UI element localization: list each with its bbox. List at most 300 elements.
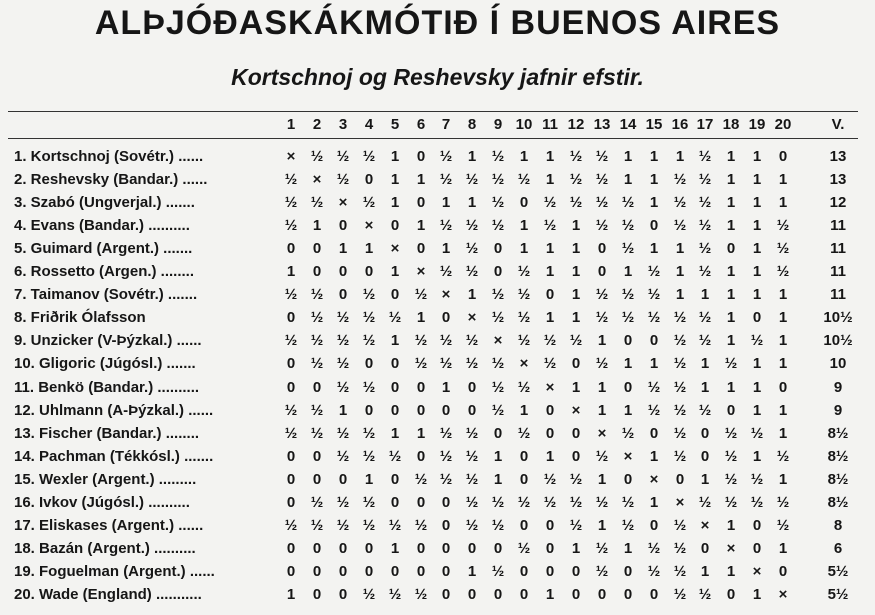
result-cell: ½ (595, 171, 609, 188)
result-cell: × (778, 586, 788, 603)
result-cell: ½ (336, 355, 350, 372)
result-cell: 0 (493, 263, 503, 280)
result-cell: 1 (571, 217, 581, 234)
result-cell: 1 (726, 217, 736, 234)
result-cell: ½ (336, 494, 350, 511)
result-cell: 1 (726, 286, 736, 303)
result-cell: 0 (623, 471, 633, 488)
result-cell: 1 (726, 332, 736, 349)
column-header: 6 (416, 116, 426, 133)
result-cell: 1 (778, 471, 788, 488)
result-cell: ½ (776, 494, 790, 511)
result-cell: 1 (390, 263, 400, 280)
result-cell: 1 (364, 471, 374, 488)
result-cell: 0 (286, 309, 296, 326)
result-cell: ½ (698, 402, 712, 419)
result-cell: 0 (467, 540, 477, 557)
result-cell: 1 (597, 402, 607, 419)
result-cell: 0 (286, 494, 296, 511)
result-cell: ½ (362, 286, 376, 303)
result-cell: 1 (441, 240, 451, 257)
result-cell: 0 (390, 494, 400, 511)
result-cell: ½ (284, 517, 298, 534)
result-cell: ½ (776, 448, 790, 465)
result-cell: 1 (700, 563, 710, 580)
result-cell: 1 (623, 148, 633, 165)
result-cell: ½ (284, 286, 298, 303)
result-cell: ½ (595, 148, 609, 165)
result-cell: 1 (571, 240, 581, 257)
result-cell: 0 (623, 379, 633, 396)
result-cell: 1 (752, 586, 762, 603)
result-cell: ½ (439, 148, 453, 165)
result-cell: ½ (517, 171, 531, 188)
result-cell: ½ (673, 194, 687, 211)
result-cell: ½ (439, 425, 453, 442)
result-cell: ½ (673, 402, 687, 419)
result-cell: ½ (362, 332, 376, 349)
result-cell: ½ (362, 148, 376, 165)
column-header: 5 (390, 116, 400, 133)
result-cell: ½ (698, 240, 712, 257)
total-cell: 8½ (827, 471, 849, 488)
result-cell: ½ (284, 217, 298, 234)
result-cell: 1 (778, 425, 788, 442)
total-cell: 5½ (827, 586, 849, 603)
result-cell: 0 (545, 402, 555, 419)
result-cell: ½ (414, 586, 428, 603)
result-cell: ½ (336, 517, 350, 534)
result-cell: 0 (441, 309, 451, 326)
result-cell: × (752, 563, 762, 580)
result-cell: ½ (750, 332, 764, 349)
result-cell: 1 (623, 540, 633, 557)
result-cell: 1 (390, 148, 400, 165)
result-cell: 1 (778, 286, 788, 303)
result-cell: × (649, 471, 659, 488)
total-cell: 11 (830, 263, 846, 280)
result-cell: 1 (726, 563, 736, 580)
result-cell: 1 (545, 171, 555, 188)
result-cell: ½ (595, 194, 609, 211)
result-cell: 0 (545, 517, 555, 534)
result-cell: 1 (649, 194, 659, 211)
page-subtitle: Kortschnoj og Reshevsky jafnir efstir. (231, 64, 644, 90)
result-cell: 0 (623, 586, 633, 603)
result-cell: 1 (778, 309, 788, 326)
result-cell: ½ (776, 517, 790, 534)
result-cell: 0 (545, 425, 555, 442)
result-cell: ½ (698, 332, 712, 349)
result-cell: 1 (752, 355, 762, 372)
result-cell: 1 (752, 240, 762, 257)
result-cell: × (597, 425, 607, 442)
result-cell: ½ (491, 148, 505, 165)
column-header: 13 (593, 116, 611, 133)
player-name: 20. Wade (England) ........... (14, 586, 202, 603)
result-cell: 0 (390, 217, 400, 234)
result-cell: ½ (621, 425, 635, 442)
result-cell: ½ (465, 240, 479, 257)
result-cell: ½ (673, 517, 687, 534)
result-cell: 1 (467, 194, 477, 211)
column-header: 15 (645, 116, 663, 133)
result-cell: ½ (621, 517, 635, 534)
total-cell: 10½ (823, 309, 853, 326)
result-cell: ½ (724, 425, 738, 442)
result-cell: ½ (647, 286, 661, 303)
result-cell: ½ (517, 425, 531, 442)
result-cell: 0 (597, 586, 607, 603)
player-name: 10. Gligoric (Júgósl.) ....... (14, 355, 196, 372)
result-cell: 0 (519, 563, 529, 580)
total-cell: 9 (833, 379, 843, 396)
result-cell: × (312, 171, 322, 188)
result-cell: ½ (284, 194, 298, 211)
player-name: 3. Szabó (Ungverjal.) ....... (14, 194, 195, 211)
result-cell: ½ (673, 540, 687, 557)
result-cell: ½ (336, 309, 350, 326)
result-cell: 1 (675, 286, 685, 303)
result-cell: × (571, 402, 581, 419)
result-cell: 1 (752, 148, 762, 165)
result-cell: 1 (726, 379, 736, 396)
result-cell: 0 (312, 563, 322, 580)
result-cell: 1 (519, 402, 529, 419)
result-cell: ½ (491, 563, 505, 580)
result-cell: ½ (362, 425, 376, 442)
result-cell: ½ (517, 263, 531, 280)
result-cell: 0 (286, 379, 296, 396)
result-cell: ½ (776, 263, 790, 280)
result-cell: 0 (312, 471, 322, 488)
result-cell: 1 (416, 309, 426, 326)
result-cell: 1 (338, 402, 348, 419)
result-cell: 0 (649, 586, 659, 603)
column-header: 2 (312, 116, 322, 133)
result-cell: 1 (649, 171, 659, 188)
result-cell: 1 (649, 148, 659, 165)
result-cell: ½ (517, 286, 531, 303)
result-cell: ½ (517, 540, 531, 557)
result-cell: 0 (416, 240, 426, 257)
total-cell: 8½ (827, 494, 849, 511)
result-cell: × (441, 286, 451, 303)
result-cell: 0 (726, 240, 736, 257)
result-cell: 0 (312, 540, 322, 557)
result-cell: ½ (673, 379, 687, 396)
result-cell: ½ (465, 471, 479, 488)
result-cell: 1 (467, 563, 477, 580)
result-cell: ½ (414, 471, 428, 488)
result-cell: 1 (571, 540, 581, 557)
result-cell: × (675, 494, 685, 511)
result-cell: ½ (336, 448, 350, 465)
result-cell: 0 (649, 332, 659, 349)
result-cell: ½ (336, 379, 350, 396)
result-cell: ½ (465, 355, 479, 372)
result-cell: ½ (673, 309, 687, 326)
column-header: 7 (441, 116, 451, 133)
result-cell: 0 (312, 263, 322, 280)
result-cell: 1 (778, 402, 788, 419)
player-name: 2. Reshevsky (Bandar.) ...... (14, 171, 208, 188)
result-cell: 0 (312, 379, 322, 396)
result-cell: 0 (649, 217, 659, 234)
result-cell: ½ (621, 286, 635, 303)
result-cell: ½ (491, 194, 505, 211)
result-cell: 0 (726, 586, 736, 603)
result-cell: ½ (439, 332, 453, 349)
result-cell: ½ (647, 379, 661, 396)
result-cell: ½ (414, 355, 428, 372)
result-cell: 0 (416, 540, 426, 557)
result-cell: ½ (647, 563, 661, 580)
result-cell: ½ (750, 471, 764, 488)
result-cell: ½ (543, 217, 557, 234)
result-cell: 0 (416, 448, 426, 465)
result-cell: ½ (491, 402, 505, 419)
result-cell: 1 (726, 309, 736, 326)
result-cell: ½ (724, 448, 738, 465)
result-cell: ½ (698, 263, 712, 280)
result-cell: × (700, 517, 710, 534)
result-cell: × (493, 332, 503, 349)
result-cell: ½ (673, 425, 687, 442)
total-cell: 11 (830, 217, 846, 234)
result-cell: ½ (336, 171, 350, 188)
result-cell: ½ (310, 402, 324, 419)
result-cell: 1 (390, 540, 400, 557)
result-cell: ½ (698, 148, 712, 165)
total-column-header: V. (831, 116, 845, 133)
total-cell: 8 (833, 517, 843, 534)
result-cell: 0 (338, 540, 348, 557)
result-cell: 0 (675, 471, 685, 488)
result-cell: ½ (491, 494, 505, 511)
result-cell: 1 (545, 148, 555, 165)
result-cell: ½ (439, 217, 453, 234)
result-cell: ½ (362, 448, 376, 465)
result-cell: 0 (441, 402, 451, 419)
result-cell: 0 (519, 448, 529, 465)
result-cell: ½ (465, 425, 479, 442)
result-cell: ½ (595, 309, 609, 326)
total-cell: 13 (829, 148, 847, 165)
result-cell: 0 (416, 563, 426, 580)
result-cell: 0 (286, 448, 296, 465)
result-cell: ½ (543, 494, 557, 511)
result-cell: 0 (286, 471, 296, 488)
result-cell: ½ (517, 332, 531, 349)
result-cell: × (726, 540, 736, 557)
result-cell: ½ (647, 309, 661, 326)
result-cell: ½ (595, 448, 609, 465)
result-cell: ½ (284, 171, 298, 188)
result-cell: ½ (310, 194, 324, 211)
result-cell: 1 (519, 217, 529, 234)
result-cell: 0 (338, 563, 348, 580)
result-cell: 0 (571, 355, 581, 372)
result-cell: 0 (286, 240, 296, 257)
result-cell: ½ (595, 355, 609, 372)
result-cell: 1 (390, 171, 400, 188)
result-cell: 1 (700, 286, 710, 303)
result-cell: 0 (571, 448, 581, 465)
result-cell: 0 (364, 563, 374, 580)
result-cell: 0 (390, 471, 400, 488)
result-cell: ½ (491, 286, 505, 303)
result-cell: × (519, 355, 529, 372)
result-cell: ½ (439, 263, 453, 280)
result-cell: ½ (362, 194, 376, 211)
result-cell: 1 (597, 517, 607, 534)
result-cell: 1 (467, 286, 477, 303)
result-cell: 1 (545, 586, 555, 603)
result-cell: ½ (698, 586, 712, 603)
result-cell: 1 (649, 355, 659, 372)
total-cell: 12 (829, 194, 847, 211)
result-cell: 0 (623, 563, 633, 580)
result-cell: 0 (700, 425, 710, 442)
result-cell: ½ (724, 355, 738, 372)
result-cell: 1 (286, 263, 296, 280)
result-cell: ½ (362, 494, 376, 511)
result-cell: 0 (700, 540, 710, 557)
result-cell: 0 (390, 379, 400, 396)
result-cell: ½ (543, 194, 557, 211)
result-cell: ½ (491, 171, 505, 188)
result-cell: 1 (519, 240, 529, 257)
result-cell: × (286, 148, 296, 165)
total-cell: 5½ (827, 563, 849, 580)
result-cell: 1 (416, 217, 426, 234)
total-cell: 10½ (823, 332, 853, 349)
result-cell: 1 (571, 263, 581, 280)
result-cell: ½ (439, 448, 453, 465)
result-cell: 0 (597, 240, 607, 257)
result-cell: 1 (649, 240, 659, 257)
result-cell: ½ (750, 494, 764, 511)
result-cell: 0 (571, 425, 581, 442)
result-cell: ½ (673, 217, 687, 234)
result-cell: 1 (726, 148, 736, 165)
player-name: 9. Unzicker (V-Þýzkal.) ...... (14, 332, 202, 349)
column-header: 18 (722, 116, 740, 133)
result-cell: ½ (336, 148, 350, 165)
result-cell: 1 (519, 148, 529, 165)
result-cell: 1 (545, 309, 555, 326)
result-cell: 0 (338, 286, 348, 303)
result-cell: 1 (571, 309, 581, 326)
result-cell: 1 (390, 425, 400, 442)
result-cell: 0 (545, 540, 555, 557)
result-cell: ½ (621, 494, 635, 511)
column-header: 11 (542, 116, 558, 133)
result-cell: 0 (545, 563, 555, 580)
result-cell: 0 (338, 471, 348, 488)
result-cell: ½ (336, 425, 350, 442)
result-cell: ½ (621, 194, 635, 211)
result-cell: ½ (543, 355, 557, 372)
player-name: 14. Pachman (Tékkósl.) ....... (14, 448, 214, 465)
total-cell: 8½ (827, 425, 849, 442)
result-cell: × (545, 379, 555, 396)
result-cell: 1 (597, 332, 607, 349)
column-header: 14 (619, 116, 637, 133)
result-cell: ½ (491, 379, 505, 396)
result-cell: 1 (623, 263, 633, 280)
result-cell: 0 (649, 517, 659, 534)
result-cell: ½ (414, 332, 428, 349)
result-cell: ½ (698, 194, 712, 211)
result-cell: ½ (776, 217, 790, 234)
result-cell: 0 (752, 540, 762, 557)
result-cell: ½ (310, 148, 324, 165)
result-cell: ½ (698, 309, 712, 326)
player-name: 16. Ivkov (Júgósl.) .......... (14, 494, 190, 511)
result-cell: ½ (569, 332, 583, 349)
result-cell: 0 (778, 148, 788, 165)
result-cell: ½ (621, 309, 635, 326)
result-cell: 0 (416, 494, 426, 511)
result-cell: ½ (724, 494, 738, 511)
result-cell: 0 (390, 563, 400, 580)
result-cell: ½ (284, 332, 298, 349)
result-cell: ½ (310, 425, 324, 442)
result-cell: 1 (390, 194, 400, 211)
result-cell: 1 (752, 286, 762, 303)
result-cell: ½ (776, 240, 790, 257)
result-cell: × (338, 194, 348, 211)
result-cell: ½ (491, 517, 505, 534)
result-cell: ½ (595, 494, 609, 511)
result-cell: ½ (336, 332, 350, 349)
result-cell: 0 (752, 309, 762, 326)
result-cell: 1 (675, 148, 685, 165)
result-cell: 0 (364, 540, 374, 557)
result-cell: × (364, 217, 374, 234)
result-cell: 0 (441, 540, 451, 557)
player-name: 6. Rossetto (Argen.) ........ (14, 263, 195, 280)
result-cell: 0 (493, 586, 503, 603)
result-cell: ½ (310, 309, 324, 326)
result-cell: 0 (571, 586, 581, 603)
result-cell: 1 (312, 217, 322, 234)
result-cell: 1 (545, 448, 555, 465)
column-header: 16 (671, 116, 689, 133)
result-cell: ½ (750, 425, 764, 442)
result-cell: 1 (752, 217, 762, 234)
result-cell: 0 (519, 194, 529, 211)
result-cell: 0 (519, 586, 529, 603)
result-cell: 0 (700, 448, 710, 465)
result-cell: ½ (362, 379, 376, 396)
column-header: 19 (748, 116, 766, 133)
result-cell: 1 (545, 240, 555, 257)
total-cell: 6 (833, 540, 843, 557)
result-cell: ½ (439, 355, 453, 372)
result-cell: 1 (726, 517, 736, 534)
result-cell: ½ (673, 448, 687, 465)
result-cell: ½ (465, 332, 479, 349)
column-header: 20 (774, 116, 792, 133)
result-cell: 0 (597, 263, 607, 280)
result-cell: ½ (465, 171, 479, 188)
result-cell: 1 (752, 448, 762, 465)
result-cell: 1 (778, 355, 788, 372)
player-name: 5. Guimard (Argent.) ....... (14, 240, 193, 257)
